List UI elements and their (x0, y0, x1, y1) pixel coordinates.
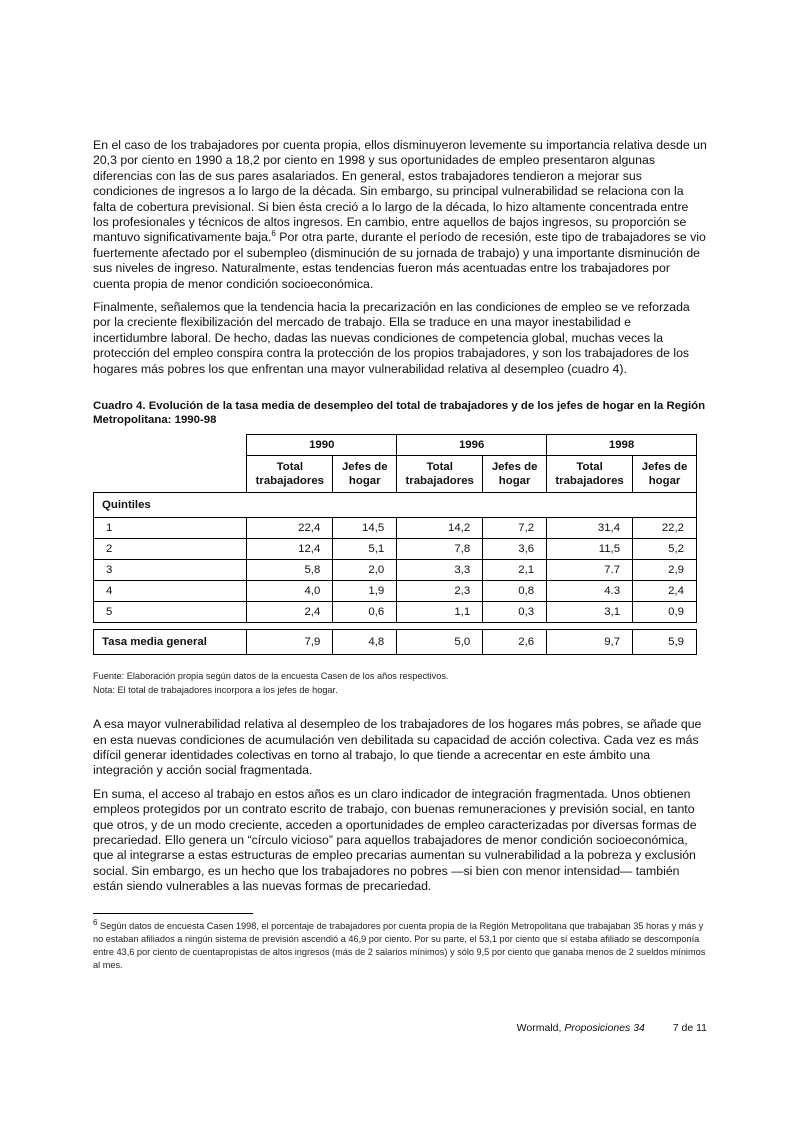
table-row (94, 581, 697, 602)
col-header-total: Total trabajadores (247, 456, 333, 493)
table-cell: 5,8 (247, 560, 333, 581)
row-label: 5 (94, 602, 247, 623)
table-cell: 1,1 (397, 602, 483, 623)
paragraph-vulnerabilidad: A esa mayor vulnerabilidad relativa al desempleo de los trabajadores de los hogares más pobres, se añade que en esta nuevas condiciones de acumulación ven debilitada su capacidad de acción colectiva. Cada vez es más difícil generar identidades colectivas en torno al trabajo, lo que tiende a acrecentar en este ámbito una integración y acción social fragmentada. (93, 717, 702, 778)
footer-publication: Proposiciones 34 (564, 1022, 645, 1034)
table-row (94, 539, 697, 560)
table-cell: 5,2 (633, 539, 697, 560)
table-cell: 0,9 (633, 602, 697, 623)
table-cell: 7,8 (397, 539, 483, 560)
col-header-total: Total trabajadores (547, 456, 633, 493)
unemployment-table (93, 434, 697, 655)
quintiles-label: Quintiles (94, 493, 697, 518)
table-caption: Cuadro 4. Evolución de la tasa media de desempleo del total de trabajadores y de los jefes de hogar en la Región Metropolitana: 1990-98 (93, 400, 706, 427)
col-header-jefes: Jefes de hogar (633, 456, 697, 493)
table-cell: 7,2 (483, 518, 547, 539)
table-cell: 4,8 (333, 630, 397, 655)
row-label: 2 (94, 539, 247, 560)
table-row (94, 560, 697, 581)
table-row (94, 518, 697, 539)
year-header: 1996 (397, 435, 547, 456)
table-cell: 14,2 (397, 518, 483, 539)
table-cell: 9,7 (547, 630, 633, 655)
table-cell: 2,4 (633, 581, 697, 602)
table-cell: 22,2 (633, 518, 697, 539)
year-header: 1998 (547, 435, 697, 456)
table-year-row (94, 435, 697, 456)
table-cell: 22,4 (247, 518, 333, 539)
paragraph-cuenta-propia (93, 138, 707, 292)
table-cell: 2,9 (633, 560, 697, 581)
table-cell: 2,6 (483, 630, 547, 655)
col-header-jefes: Jefes de hogar (333, 456, 397, 493)
row-label: Tasa media general (94, 630, 247, 655)
col-header-total: Total trabajadores (397, 456, 483, 493)
paragraph-text: Por otra parte, durante el período de recesión, este tipo de trabajadores se vio fuertemente afectado por el subempleo (disminución de su jornada de trabajo) y una importante disminución de sus niveles de ingreso. Naturalmente, estas tendencias fueron más acentuadas entre los trabajadores por cuenta propia de menor condición socioeconómica. (93, 230, 706, 291)
table-note: Nota: El total de trabajadores incorpora a los jefes de hogar. (93, 685, 338, 696)
table-row (94, 602, 697, 623)
table-cell: 7,9 (247, 630, 333, 655)
table-cell: 3,3 (397, 560, 483, 581)
table-notes (93, 669, 707, 697)
table-cell: 3,1 (547, 602, 633, 623)
row-label: 4 (94, 581, 247, 602)
footnote-mark: 6 (93, 917, 98, 927)
table-cell: 1,9 (333, 581, 397, 602)
footer-author: Wormald, (516, 1022, 565, 1034)
table-cell: 0,6 (333, 602, 397, 623)
page-footer (93, 1022, 707, 1034)
table-row-general (94, 630, 697, 655)
table-cell: 2,4 (247, 602, 333, 623)
paragraph-en-suma: En suma, el acceso al trabajo en estos años es un claro indicador de integración fragmentada. Unos obtienen empleos protegidos por un contrato escrito de trabajo, con buenas remuneraciones y previsión social, en tanto que otros, y de un modo creciente, acceden a oportunidades de empleo caracterizadas por diversas formas de precariedad. Ello genera un “círculo vicioso” para aquellos trabajadores de menor condición socioeconómica, que al integrarse a estas estructuras de empleo precarias aumentan su vulnerabilidad a la pobreza y exclusión social. Sin embargo, es un hecho que los trabajadores no pobres —si bien con menor intensidad— también están siendo vulnerables a las nuevas formas de precariedad. (93, 786, 697, 894)
table-cell: 14,5 (333, 518, 397, 539)
table-cell: 3,6 (483, 539, 547, 560)
col-header-jefes: Jefes de hogar (483, 456, 547, 493)
table-cell: 0,8 (483, 581, 547, 602)
footnote-text: Según datos de encuesta Casen 1998, el porcentaje de trabajadores por cuenta propia de la Región Metropolitana que trabajaban 35 horas y más y no estaban afiliados a ningún sistema de previsión ascendió a 46,9 por ciento. Por su parte, el 53,1 por ciento que sí estaba afiliado se descomponía entre 43,6 por ciento de cuentapropistas de altos ingresos (más de 2 salarios mínimos) y sólo 9,5 por ciento que ganaba menos de 2 sueldos mínimos al mes. (93, 920, 706, 970)
paragraph-text: En el caso de los trabajadores por cuenta propia, ellos disminuyeron levemente su importancia relativa desde un 20,3 por ciento en 1990 a 18,2 por ciento en 1998 y sus oportunidades de empleo presentaron algunas diferencias con las de sus pares asalariados. En general, estos trabajadores tendieron a mejorar sus condiciones de ingresos a lo largo de la década. Sin embargo, su principal vulnerabilidad se relaciona con la falta de cobertura previsional. Si bien ésta creció a lo largo de la década, lo hizo altamente concentrada entre los profesionales y técnicos de altos ingresos. En cambio, entre aquellos de bajos ingresos, su proporción se mantuvo significativamente baja. (93, 138, 707, 245)
table-subheader-row (94, 456, 697, 493)
table-cell: 2,1 (483, 560, 547, 581)
table-section-row (94, 493, 697, 518)
document-page (93, 138, 707, 972)
table-cell: 4.3 (547, 581, 633, 602)
table-cell: 5,0 (397, 630, 483, 655)
table-cell: 0,3 (483, 602, 547, 623)
footnote-ref[interactable]: 6 (271, 229, 276, 239)
table-cell: 5,1 (333, 539, 397, 560)
footnote-divider (93, 913, 253, 914)
row-label: 1 (94, 518, 247, 539)
row-label: 3 (94, 560, 247, 581)
table-cell: 31,4 (547, 518, 633, 539)
table-cell: 11,5 (547, 539, 633, 560)
table-cell: 2,3 (397, 581, 483, 602)
table-cell: 12,4 (247, 539, 333, 560)
paragraph-precarizacion: Finalmente, señalemos que la tendencia hacia la precarización en las condiciones de empleo se ve reforzada por la creciente flexibilización del mercado de trabajo. Ella se traduce en una mayor inestabilidad e incertidumbre laboral. De hecho, dadas las nuevas condiciones de competencia global, muchas veces la protección del empleo conspira contra la protección de los propios trabajadores, y son los trabajadores de los hogares más pobres los que enfrentan una mayor vulnerabilidad relativa al desempleo (cuadro 4). (93, 300, 690, 376)
year-header: 1990 (247, 435, 397, 456)
page-number: 7 de 11 (672, 1022, 707, 1034)
footnote (93, 917, 707, 972)
table-cell: 7.7 (547, 560, 633, 581)
table-cell: 5,9 (633, 630, 697, 655)
table-cell: 4,0 (247, 581, 333, 602)
table-source: Fuente: Elaboración propia según datos de la encuesta Casen de los años respectivos. (93, 671, 449, 682)
table-cell: 2,0 (333, 560, 397, 581)
